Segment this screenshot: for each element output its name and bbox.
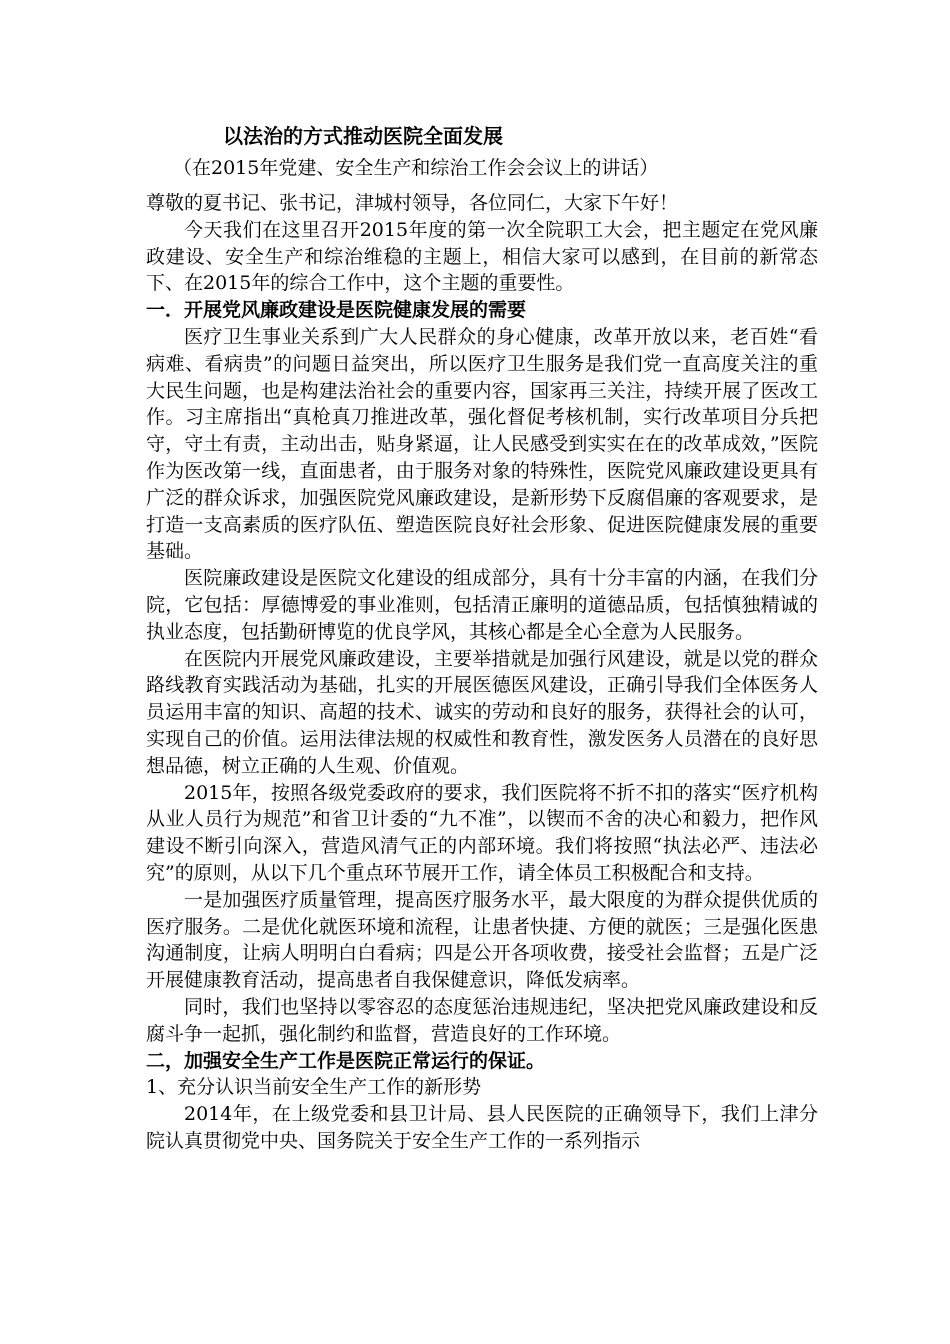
paragraph: 一是加强医疗质量管理，提高医疗服务水平，最大限度的为群众提供优质的医疗服务。二是优化就医环境和流程，让患者快捷、方便的就医；三是强化医患沟通制度，让病人明明白白看病；四是公开各项收费，接受社会监督；五是广泛开展健康教育活动，提高患者自我保健意识，降低发病率。 bbox=[146, 888, 818, 992]
paragraph: 医院廉政建设是医院文化建设的组成部分，具有十分丰富的内涵，在我们分院，它包括：厚德博爱的事业准则，包括清正廉明的道德品质，包括慎独精诚的执业态度，包括勤研博览的优良学风，其核心都是全心全意为人民服务。 bbox=[146, 567, 818, 643]
greeting: 尊敬的夏书记、张书记，津城村领导，各位同仁，大家下午好！ bbox=[146, 192, 679, 214]
paragraph: 2015年，按照各级党委政府的要求，我们医院将不折不扣的落实“医疗机构从业人员行为规范”和省卫计委的“九不准”，以锲而不舍的决心和毅力，把作风建设不断引向深入，营造风清气正的内部环境。我们将按照“执法必严、违法必究”的原则，从以下几个重点环节展开工作，请全体员工积极配合和支持。 bbox=[146, 781, 818, 884]
section-1-heading: 一．开展党风廉政建设是医院健康发展的需要 bbox=[146, 299, 527, 322]
paragraph: 在医院内开展党风廉政建设，主要举措就是加强行风建设，就是以党的群众路线教育实践活动为基础，扎实的开展医德医风建设，正确引导我们全体医务人员运用丰富的知识、高超的技术、诚实的劳动和良好的服务，获得社会的认可，实现自己的价值。运用法律法规的权威性和教育性，激发医务人员潜在的良好思想品德，树立正确的人生观、价值观。 bbox=[146, 647, 818, 777]
subsection-heading: 1、充分认识当前安全生产工作的新形势 bbox=[146, 1076, 482, 1099]
paragraph: 同时，我们也坚持以零容忍的态度惩治违规违纪，坚决把党风廉政建设和反腐斗争一起抓，强化制约和监督，营造良好的工作环境。 bbox=[146, 995, 818, 1045]
paragraph: 医疗卫生事业关系到广大人民群众的身心健康，改革开放以来，老百姓“看病难、看病贵”的问题日益突出，所以医疗卫生服务是我们党一直高度关注的重大民生问题，也是构建法治社会的重要内容，国家再三关注，持续开展了医改工作。习主席指出“真枪真刀推进改革，强化督促考核机制，实行改革项目分兵把守，守土有责，主动出击，贴身紧逼，让人民感受到实实在在的改革成效，”医院作为医改第一线，直面患者，由于服务对象的特殊性，医院党风廉政建设更具有广泛的群众诉求，加强医院党风廉政建设，是新形势下反腐倡廉的客观要求，是打造一支高素质的医疗队伍、塑造医院良好社会形象、促进医院健康发展的重要基础。 bbox=[146, 325, 818, 563]
intro-paragraph: 今天我们在这里召开2015年度的第一次全院职工大会，把主题定在党风廉政建设、安全生产和综治维稳的主题上，相信大家可以感到，在目前的新常态下、在2015年的综合工作中，这个主题的重要性。 bbox=[146, 218, 818, 295]
document-subtitle: （在2015年党建、安全生产和综治工作会会议上的讲话） bbox=[173, 157, 659, 179]
section-2-heading: 二，加强安全生产工作是医院正常运行的保证。 bbox=[146, 1049, 546, 1072]
document-title: 以法治的方式推动医院全面发展 bbox=[223, 124, 503, 148]
document-page bbox=[146, 120, 818, 1155]
paragraph: 2014年，在上级党委和县卫计局、县人民医院的正确领导下，我们上津分院认真贯彻党中央、国务院关于安全生产工作的一系列指示 bbox=[146, 1103, 818, 1152]
